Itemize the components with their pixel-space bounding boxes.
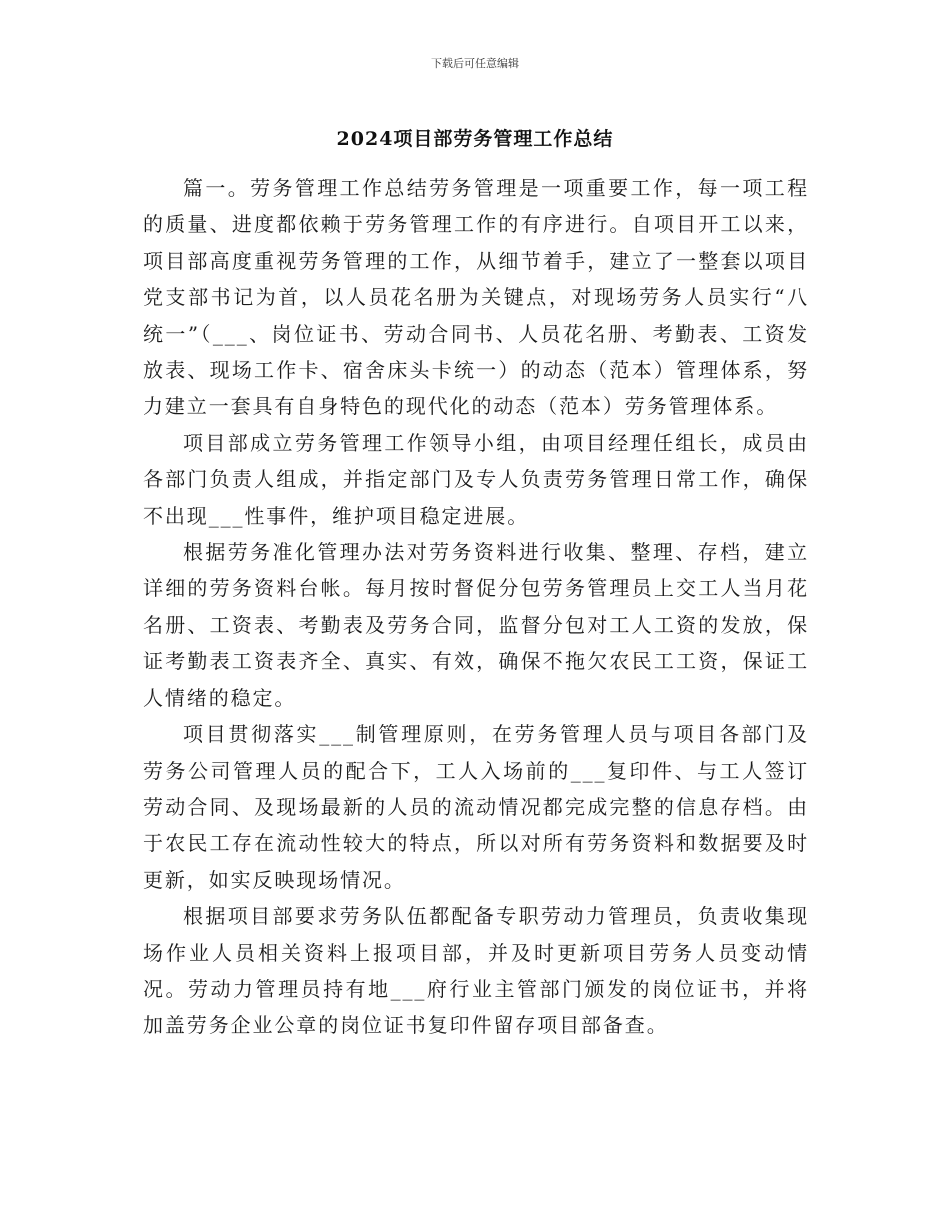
paragraph-5: 根据项目部要求劳务队伍都配备专职劳动力管理员，负责收集现场作业人员相关资料上报项目部，并及时更新项目劳务人员变动情况。劳动力管理员持有地___府行业主管部门颁发的岗位证书，并将加盖劳务企业公章的岗位证书复印件留存项目部备查。 <box>143 904 809 1038</box>
document-title: 2024项目部劳务管理工作总结 <box>336 128 614 150</box>
page-header-note: 下载后可任意编辑 <box>431 57 519 70</box>
document-body <box>143 170 809 1044</box>
paragraph-4: 项目贯彻落实___制管理原则，在劳务管理人员与项目各部门及劳务公司管理人员的配合下，工人入场前的___复印件、与工人签订劳动合同、及现场最新的人员的流动情况都完成完整的信息存档。由于农民工存在流动性较大的特点，所以对所有劳务资料和数据要及时更新，如实反映现场情况。 <box>143 722 809 892</box>
paragraph-1: 篇一。劳务管理工作总结劳务管理是一项重要工作，每一项工程的质量、进度都依赖于劳务管理工作的有序进行。自项目开工以来，项目部高度重视劳务管理的工作，从细节着手，建立了一整套以项目党支部书记为首，以人员花名册为关键点，对现场劳务人员实行“八统一”（___、岗位证书、劳动合同书、人员花名册、考勤表、工资发放表、现场工作卡、宿舍床头卡统一）的动态（范本）管理体系，努力建立一套具有自身特色的现代化的动态（范本）劳务管理体系。 <box>143 176 809 419</box>
paragraph-3: 根据劳务准化管理办法对劳务资料进行收集、整理、存档，建立详细的劳务资料台帐。每月按时督促分包劳务管理员上交工人当月花名册、工资表、考勤表及劳务合同，监督分包对工人工资的发放，保证考勤表工资表齐全、真实、有效，确保不拖欠农民工工资，保证工人情绪的稳定。 <box>143 540 809 710</box>
paragraph-2: 项目部成立劳务管理工作领导小组，由项目经理任组长，成员由各部门负责人组成，并指定部门及专人负责劳务管理日常工作，确保不出现___性事件，维护项目稳定进展。 <box>143 430 809 528</box>
